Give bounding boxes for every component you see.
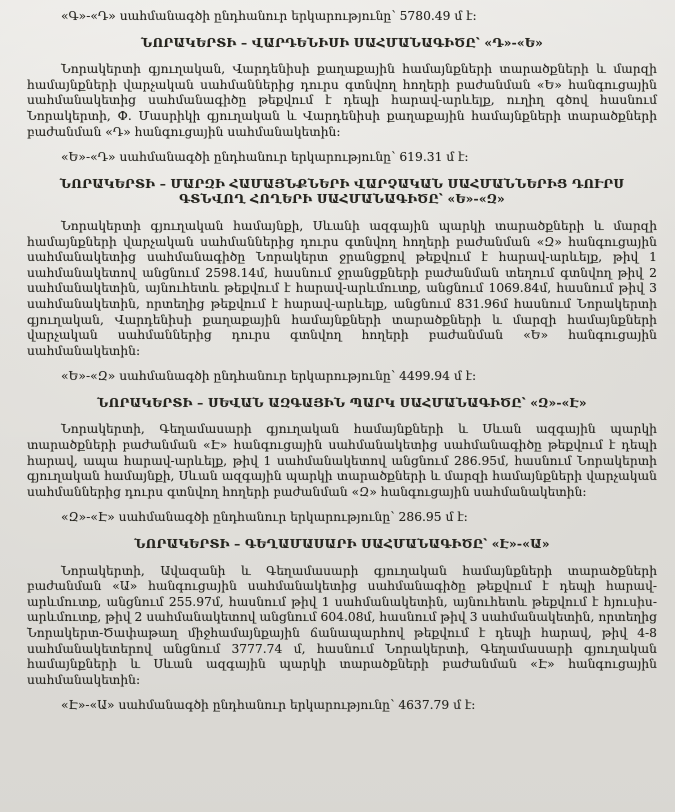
boundary-length-line: «Գ»-«Դ» սահմանագծի ընդհանուր երկարությունը՝ 5780.49 մ է: <box>61 9 477 23</box>
section-heading: ՆՈՐԱԿԵՐՏԻ – ՄԱՐԶԻ ՀԱՄԱՅՆՔՆԵՐԻ ՎԱՐՉԱԿԱՆ ՍԱՀՄԱՆՆԵՐԻՑ ԴՈՒՐՍ ԳՏՆՎՈՂ ՀՈՂԵՐԻ ՍԱՀՄԱՆԱԳԻԾԸ՝ «Ե»-«Զ» <box>59 175 625 207</box>
paragraph: Նորակերտի գյուղական, Վարդենիսի քաղաքային համայնքների տարածքների և մարզի համայնքների վարչական սահմաններից դուրս գտնվող հողերի բաժանման «Ե» հանգուցային սահմանակետից սահմանագիծը թեքվում է դեպի հարավ-արևելք, ուղիղ գծով հասնում Նորակերտի, Փ. Մասրիկի գյուղական և Վարդենիսի քաղաքային համայնքների տարածքների բաժանման «Դ» հանգուցային սահմանակետին: <box>27 62 657 139</box>
paragraph: Նորակերտի, Ավազանի և Գեղամասարի գյուղական համայնքների տարածքների բաժանման «Ա» հանգուցային սահմանակետից սահմանագիծը թեքվում է դեպի հարավ-արևմուտք, անցնում 255.97մ, հասնում թիվ 1 սահմանակետին, այնուհետև թեքվում է հյուսիս-արևմուտք, թիվ 2 սահմանակետով անցնում 604.08մ, հասնում թիվ 3 սահմանակետին, որտեղից Նորակերտ-Ծափաթաղ միջհամայնքային ճանապարհով թեքվում է դեպի հարավ, թիվ 4-8 սահմանակետերով անցնում 3777.74 մ, հասնում Նորակերտի, Գեղամասարի գյուղական համայնքների և Սևան ազգային պարկի տարածքների բաժանման «Է» հանգուցային սահմանակետին: <box>27 563 657 687</box>
section-heading: ՆՈՐԱԿԵՐՏԻ – ՍԵՎԱՆ ԱԶԳԱՅԻՆ ՊԱՐԿ ՍԱՀՄԱՆԱԳԻԾԸ՝ «Զ»-«Է» <box>97 394 587 410</box>
paragraph: Նորակերտի գյուղական համայնքի, Սևանի ազգային պարկի տարածքների և մարզի համայնքների վարչական սահմաններից դուրս գտնվող հողերի բաժանման «Զ» հանգուցային սահմանակետից սահմանագիծը Նորակերտ ջրանցքով թեքվում է հարավ-արևելք, թիվ 1 սահմանակետով անցնում 2598.14մ, հասնում ջրանցքների բաժանման տեղում գտնվող թիվ 2 սահմանակետին, այնուհետև թեքվում է հարավ-արևմուտք, անցնում 1069.84մ, հասնում թիվ 3 սահմանակետին, որտեղից թեքվում է հարավ-արևելք, անցնում 831.96մ հասնում Նորակերտի գյուղական, Վարդենիսի քաղաքային համայնքների տարածքների և մարզի համայնքների վարչական սահմաններից դուրս գտնվող հողերի բաժանման «Ե» հանգուցային սահմանակետին: <box>27 218 657 358</box>
section-heading: ՆՈՐԱԿԵՐՏԻ – ՎԱՐԴԵՆԻՍԻ ՍԱՀՄԱՆԱԳԻԾԸ՝ «Դ»-«Ե» <box>141 34 543 50</box>
document-body <box>27 9 657 714</box>
boundary-length-line: «Զ»-«Է» սահմանագծի ընդհանուր երկարությունը՝ 286.95 մ է: <box>61 510 468 525</box>
boundary-length-line: «Ե»-«Դ» սահմանագծի ընդհանուր երկարությունը՝ 619.31 մ է: <box>61 150 469 165</box>
boundary-length-line: «Ե»-«Զ» սահմանագծի ընդհանուր երկարությունը՝ 4499.94 մ է: <box>61 369 477 384</box>
boundary-length-line: «Է»-«Ա» սահմանագծի ընդհանուր երկարությունը՝ 4637.79 մ է: <box>61 698 476 713</box>
paragraph: Նորակերտի, Գեղամասարի գյուղական համայնքների և Սևան ազգային պարկի տարածքների բաժանման «Է» հանգուցային սահմանակետից սահմանագիծը թեքվում է դեպի հարավ, ապա հարավ-արևելք, թիվ 1 սահմանակետով անցնում 286.95մ, հասնում Նորակերտի գյուղական համայնքի, Սևան ազգային պարկի տարածքների և մարզի համայնքների վարչական սահմաններից դուրս գտնվող հողերի բաժանման «Զ» հանգուցային սահմանակետին: <box>27 422 657 499</box>
section-heading: ՆՈՐԱԿԵՐՏԻ – ԳԵՂԱՄԱՍԱՐԻ ՍԱՀՄԱՆԱԳԻԾԸ՝ «Է»-«Ա» <box>134 536 550 552</box>
